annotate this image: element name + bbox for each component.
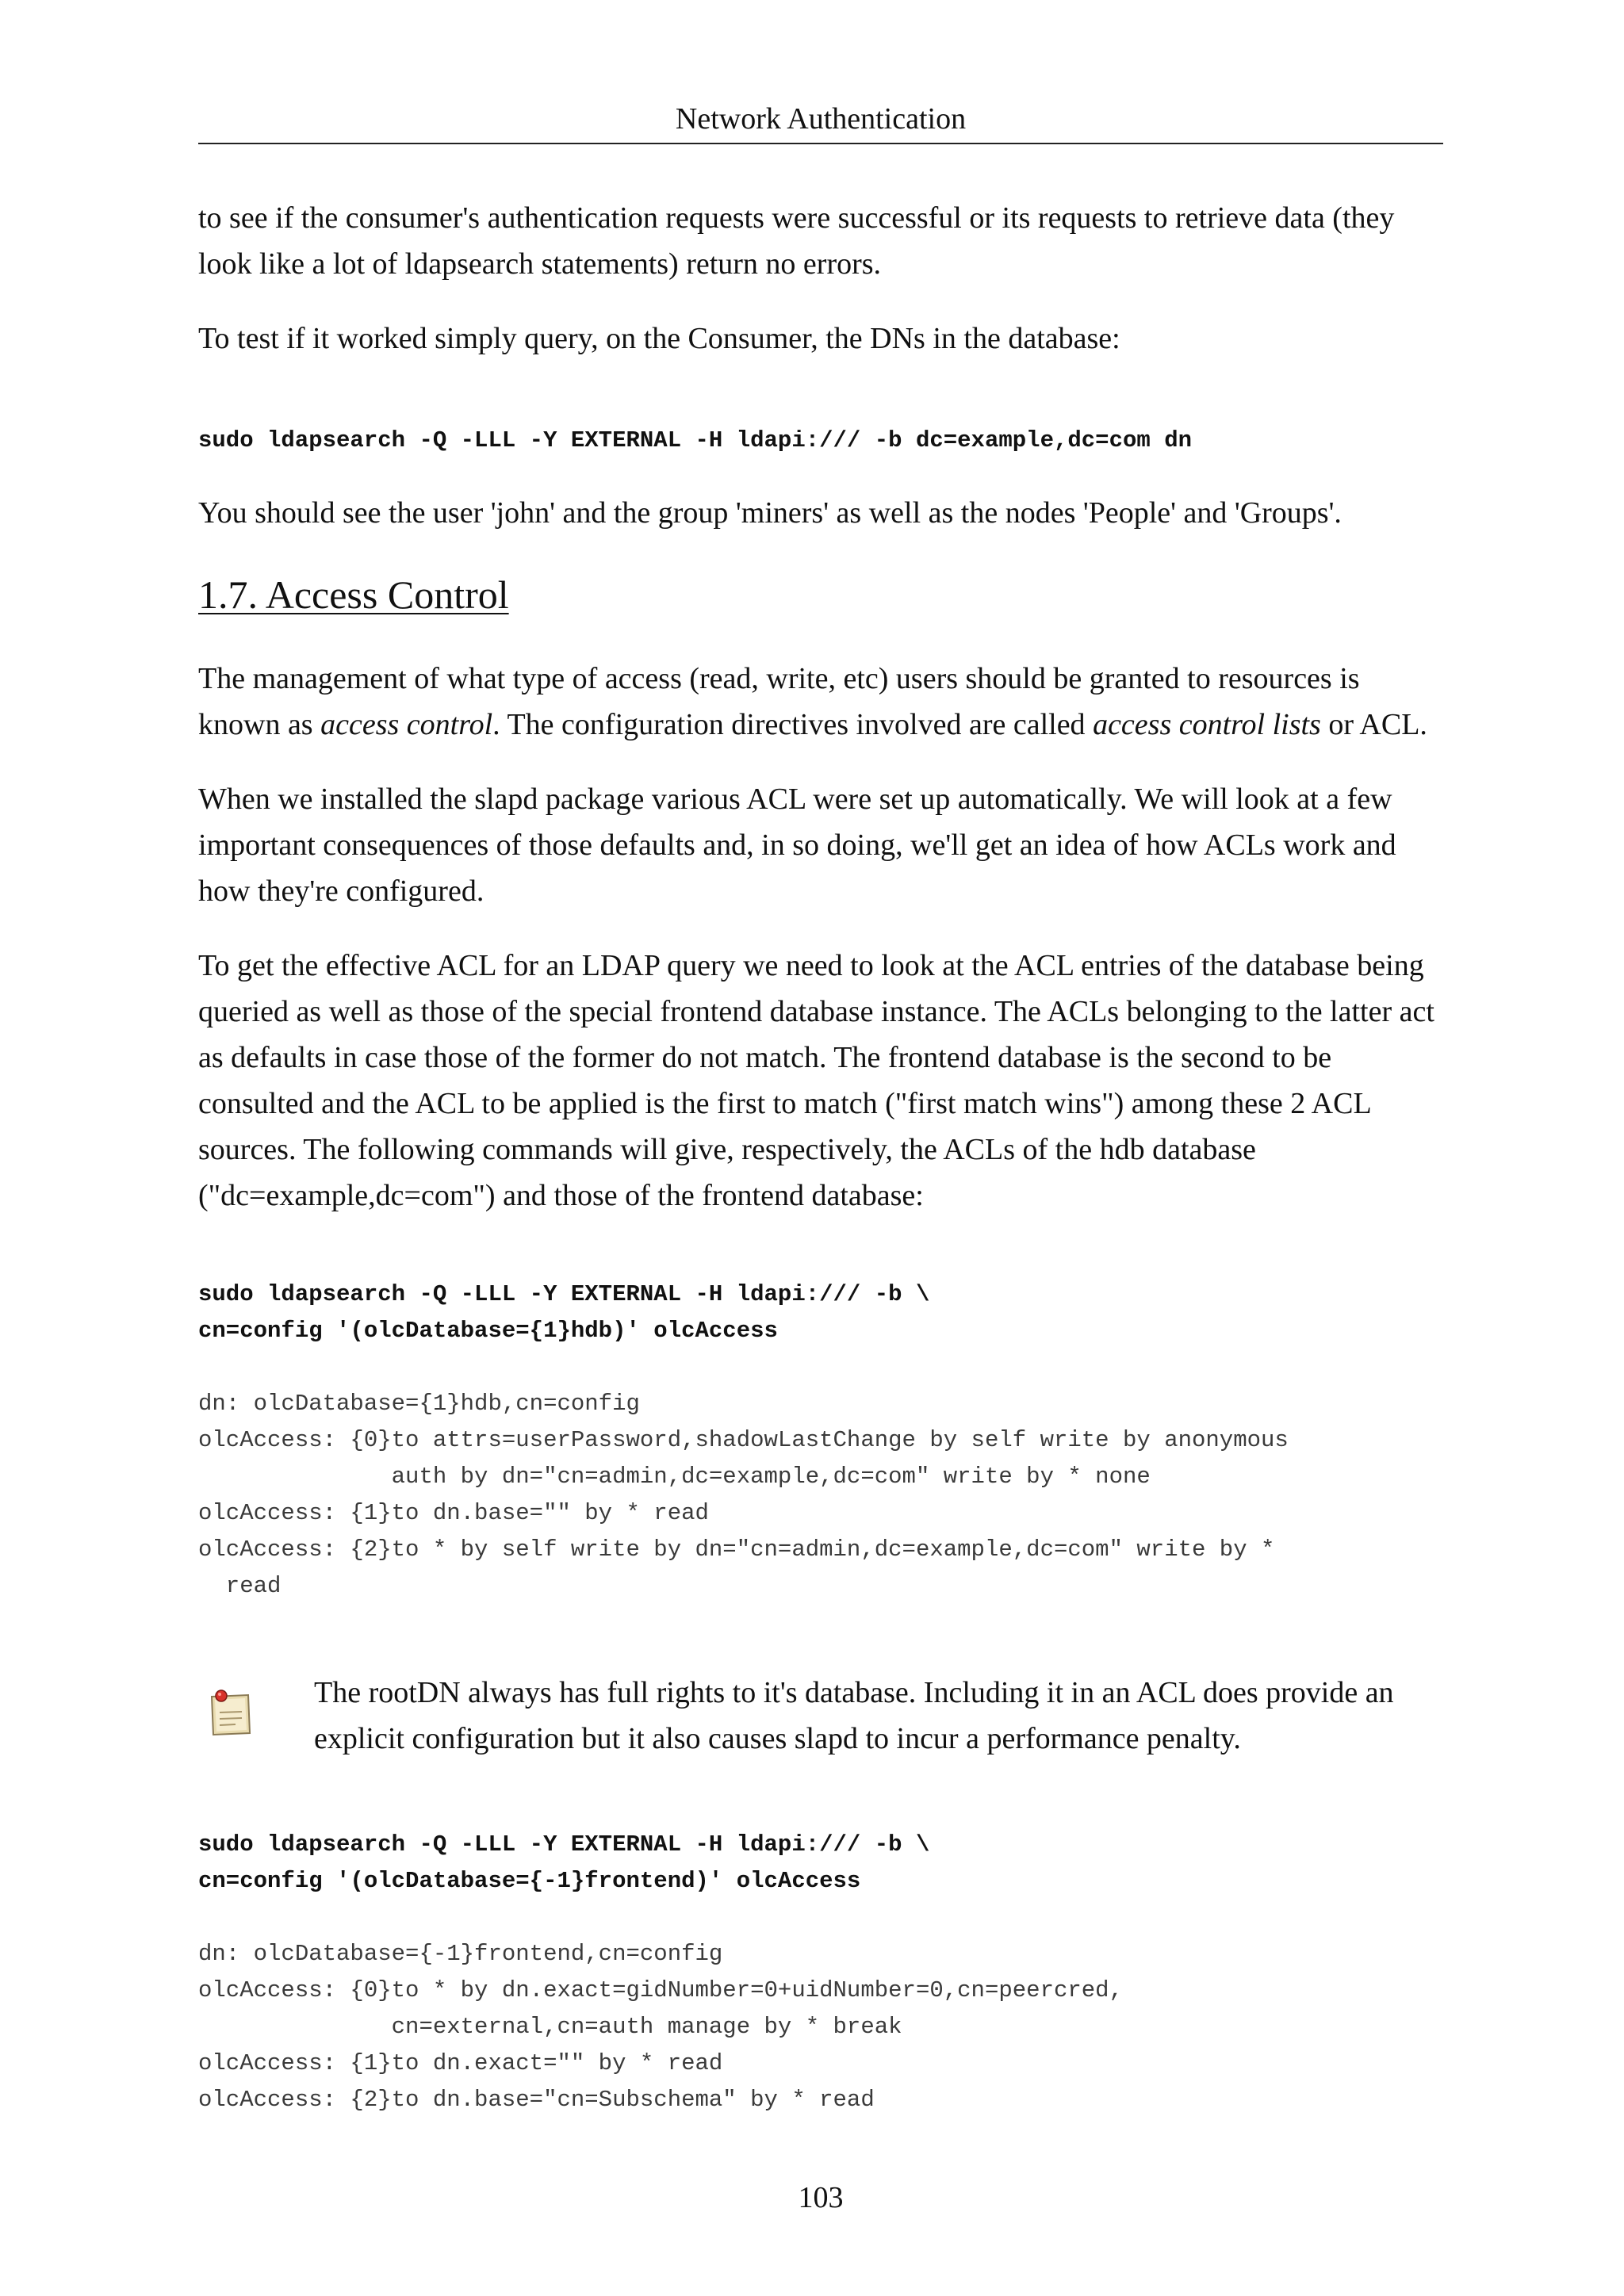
paragraph-access-control-definition: The management of what type of access (read, write, etc) users should be granted to resources is known as access control. The configuration directives involved are called access control lists or ACL.: [198, 662, 1427, 741]
document-page: [198, 0, 1443, 2296]
code-command-dn-search: sudo ldapsearch -Q -LLL -Y EXTERNAL -H ldapi:/// -b dc=example,dc=com dn: [198, 427, 1193, 453]
header-rule: [198, 143, 1443, 144]
note-text: The rootDN always has full rights to it's database. Including it in an ACL does provide an explicit configuration but it also causes slapd to incur a performance penalty.: [314, 1676, 1394, 1755]
note-icon: [209, 1689, 253, 1738]
code-command-frontend-acl: sudo ldapsearch -Q -LLL -Y EXTERNAL -H ldapi:/// -b \ cn=config '(olcDatabase={-1}frontend)' olcAccess: [198, 1831, 930, 1894]
paragraph-test-query: To test if it worked simply query, on the Consumer, the DNs in the database:: [198, 322, 1120, 355]
running-header: Network Authentication: [675, 102, 967, 136]
paragraph-consumer-requests: to see if the consumer's authentication requests were successful or its requests to retrieve data (they look like a lot of ldapsearch statements) return no errors.: [198, 201, 1395, 281]
paragraph-expected-result: You should see the user 'john' and the group 'miners' as well as the nodes 'People' and 'Groups'.: [198, 496, 1342, 530]
paragraph-effective-acl: To get the effective ACL for an LDAP query we need to look at the ACL entries of the database being queried as well as those of the special frontend database instance. The ACLs belonging to the latter act as defaults in case those of the former do not match. The frontend database is the second to be consulted and the ACL to be applied is the first to match ("first match wins") among these 2 ACL sources. The following commands will give, respectively, the ACLs of the hdb database ("dc=example,dc=com") and those of the frontend database:: [198, 949, 1434, 1212]
term-access-control-lists: access control lists: [1093, 708, 1321, 741]
code-output-hdb-acl: dn: olcDatabase={1}hdb,cn=config olcAccess: {0}to attrs=userPassword,shadowLastChange by self write by anonymous auth by dn="cn=admin,dc=example,dc=com" write by * none olcAccess: {1}to dn.base="" by * read olcAccess: {2}to * by self write by dn="cn=admin,dc=example,dc=com" write by * read: [198, 1391, 1289, 1599]
page-number: 103: [798, 2181, 844, 2214]
section-heading-access-control: 1.7. Access Control: [198, 572, 509, 617]
term-access-control: access control: [320, 708, 493, 741]
paragraph-slapd-defaults: When we installed the slapd package various ACL were set up automatically. We will look at a few important consequences of those defaults and, in so doing, we'll get an idea of how ACLs work and how they're configured.: [198, 783, 1396, 908]
code-output-frontend-acl: dn: olcDatabase={-1}frontend,cn=config olcAccess: {0}to * by dn.exact=gidNumber=0+uidNumber=0,cn=peercred, cn=external,cn=auth manage by * break olcAccess: {1}to dn.exact="" by * read olcAccess: {2}to dn.base="cn=Subschema" by * read: [198, 1941, 1123, 2113]
code-command-hdb-acl: sudo ldapsearch -Q -LLL -Y EXTERNAL -H ldapi:/// -b \ cn=config '(olcDatabase={1}hdb)' olcAccess: [198, 1281, 930, 1344]
